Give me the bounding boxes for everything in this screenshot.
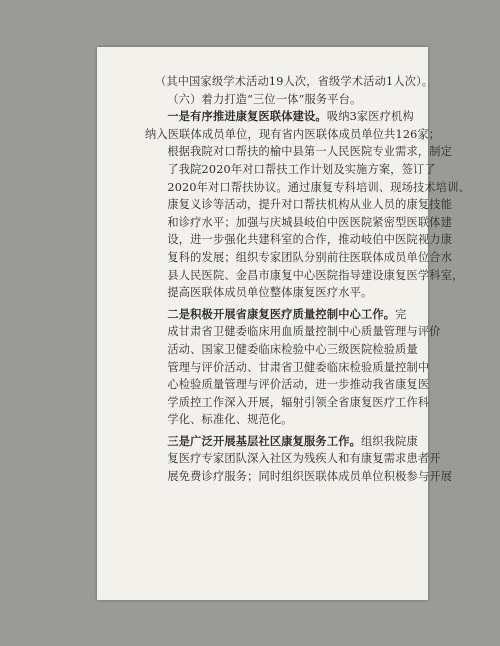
heading-text: （六）着力打造“三位一体”服务平台。	[167, 92, 362, 106]
text-line: 2020年对口帮扶协议。通过康复专科培训、现场技术培训、	[167, 180, 470, 194]
text-line: 提高医联体成员单位整体康复医疗水平。	[167, 286, 373, 300]
paragraph-lead: 三是广泛开展基层社区康复服务工作。	[167, 433, 361, 448]
text-line: 活动、国家卫健委临床检验中心三级医院检验质量	[167, 342, 418, 356]
text-line: 心检验质量管理与评价活动，进一步推动我省康复医	[167, 378, 430, 392]
paragraph-quality-control	[145, 306, 441, 429]
paragraph-medical-alliance	[145, 108, 470, 302]
text-line: 设，进一步强化共建科室的合作，推动岐伯中医院视力康	[167, 233, 453, 247]
text-line: （其中国家级学术活动19人次，省级学术活动1人次）。	[155, 75, 434, 88]
text-line: 完	[395, 307, 407, 321]
text-line: 管理与评价活动、甘肃省卫健委临床检验质量控制中	[167, 360, 430, 374]
text-line: 纳入医联体成员单位，现有省内医联体成员单位共126家；	[145, 127, 441, 141]
paragraph-community-service	[145, 433, 453, 486]
text-line: 展免费诊疗服务；同时组织医联体成员单位积极参与开展	[167, 470, 453, 484]
text-line: 了我院2020年对口帮扶工作计划及实施方案，签订了	[167, 162, 436, 176]
section-heading	[145, 91, 427, 109]
text-line: 吸纳3家医疗机构	[326, 110, 414, 124]
paragraph-note	[145, 73, 434, 91]
text-line: 复科的发展；组织专家团队分别前往医联体成员单位合水	[167, 250, 453, 264]
text-line: 县人民医院、金昌市康复中心医院指导建设康复医学科室，	[167, 268, 464, 282]
text-line: 成甘肃省卫健委临床用血质量控制中心质量管理与评价	[167, 325, 441, 339]
text-line: 康复义诊等活动，提升对口帮扶机构从业人员的康复技能	[167, 198, 453, 212]
text-line: 根据我院对口帮扶的榆中县第一人民医院专业需求，制定	[167, 145, 453, 159]
text-line: 复医疗专家团队深入社区为残疾人和有康复需求患者开	[167, 452, 441, 466]
text-line: 组织我院康	[360, 434, 418, 448]
text-line: 学化、标准化、规范化。	[167, 413, 293, 427]
text-line: 和诊疗水平；加强与庆城县岐伯中医医院紧密型医联体建	[167, 215, 453, 229]
paragraph-lead: 一是有序推进康复医联体建设。	[167, 109, 327, 124]
text-line: 学质控工作深入开展，辐射引领全省康复医疗工作科	[167, 395, 430, 409]
document-body	[145, 73, 470, 486]
paragraph-lead: 二是积极开展省康复医疗质量控制中心工作。	[167, 306, 396, 321]
